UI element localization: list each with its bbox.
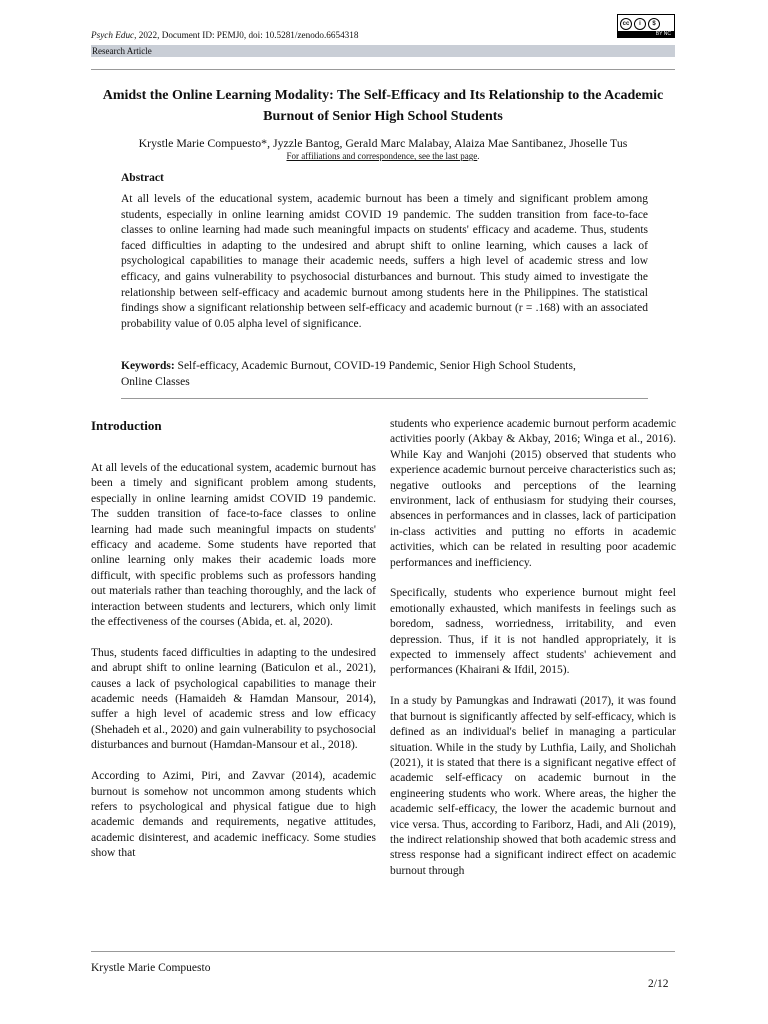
header-divider — [91, 69, 675, 70]
paper-title: Amidst the Online Learning Modality: The Self-Efficacy and Its Relationship to the Academic Burnout of Senior High School Students — [102, 88, 664, 124]
license-label: BY NC — [618, 31, 674, 37]
by-icon: i — [634, 18, 646, 30]
paragraph: In a study by Pamungkas and Indrawati (2017), it was found that burnout is significantly affected by self-efficacy, which is defined as an individual's belief in managing a particular situation. While in the study by Luthfia, Laily, and Sholichah (2021), it is stated that there is a significant negative effect of academic self-efficacy on academic burnout in the engineering students who work. Where areas, the higher the academic self-efficacy, the lower the academic burnout and vice versa. Thus, according to Fariborz, Hadi, and Ali (2019), the indirect relationship showed that both academic stress and stress response had a significant indirect effect on academic burnout through — [390, 695, 676, 877]
license-badge[interactable] — [617, 14, 675, 38]
paragraph: Thus, students faced difficulties in adapting to the undesired and abrupt shift to online learning (Baticulon et al., 2021), causes a lack of psychological capabilities to manage their academic needs (Hamaideh & Hamdan Mansour, 2014), suffer a high level of academic stress and low efficacy (Shehadeh et al., 2020) and gain vulnerability to psychosocial disturbances and burnout (Hamdan-Mansour et al., 2018). — [91, 646, 376, 752]
paragraph: According to Azimi, Piri, and Zavvar (2014), academic burnout is somehow not uncommon among students which refers to psychological and physical fatigue due to high academic demands and requirements, negative attitudes, academic disinterest, and academic inefficacy. Some studies show that — [91, 770, 376, 860]
abstract-heading: Abstract — [121, 172, 164, 184]
right-column — [390, 417, 676, 895]
citation-line — [91, 30, 358, 40]
paragraph: Specifically, students who experience burnout might feel emotionally exhausted, which manifests in feelings such as boredom, sadness, worriedness, irritability, and even depression. Thus, if it is not handled appropriately, it is expected to immensely affect students' achievement and performances (Khairani & Ifdil, 2015). — [390, 587, 676, 677]
paragraph: students who experience academic burnout perform academic activities poorly (Akbay & Akbay, 2016; Winga et al., 2016). While Kay and Wanjohi (2015) observed that students who experience academic burnout perceive characteristics such as; negative outlooks and perceptions of the learning environment, lack of enthusiasm for studying their courses, absences in performances and in classes, lack of participation in-class activities and putting no efforts in academic activities, which can be related in resulting poor academic performances and inefficiency. — [390, 418, 676, 569]
affiliation-note[interactable]: For affiliations and correspondence, see the last page. — [286, 151, 480, 161]
nc-icon: $ — [648, 18, 660, 30]
keywords — [121, 358, 601, 390]
keywords-label: Keywords: — [121, 360, 175, 372]
footer-divider — [91, 951, 675, 952]
footer-author: Krystle Marie Compuesto — [91, 962, 211, 974]
introduction-heading: Introduction — [91, 418, 162, 433]
author-list: Krystle Marie Compuesto*, Jyzzle Bantog, Gerald Marc Malabay, Alaiza Mae Santibanez, Jhoselle Tus — [138, 136, 628, 150]
journal-name: Psych Educ — [91, 30, 135, 40]
keywords-text: Self-efficacy, Academic Burnout, COVID-19 Pandemic, Senior High School Students, Online Classes — [121, 360, 576, 388]
page-number: 2/12 — [648, 978, 669, 990]
paragraph: At all levels of the educational system, academic burnout has been a timely and significant problem among students, especially in online learning amidst COVID 19 pandemic. The sudden transition of face-to-face classes to online learning had made such meaningful impacts on students' efficacy and academe. Some students have reported that online learning only makes their academic loads more difficult, with specific problems such as professors handing out materials rather than teaching thoroughly, and the lack of interaction between students and lecturers, which only limit the effectiveness of the courses (Abida, et. al, 2020). — [91, 462, 376, 629]
affiliation-link[interactable]: For affiliations and correspondence, see the last page — [286, 151, 478, 161]
abstract-text: At all levels of the educational system, academic burnout has been a timely and significant problem among students, especially in online learning amidst COVID 19 pandemic. The sudden transition from face-to-face classes to online learning had made such meaningful impacts on students' efficacy and academe. Thus, students faced difficulties in adapting to the undesired and abrupt shift to online learning, which causes a lack of psychological capabilities to manage their academic needs, suffers a high level of academic stress and low efficacy, and gains vulnerability to psychosocial disturbances and burnout. This study aimed to investigate the relationship between self-efficacy and academic burnout among students here in the Philippines. The statistical findings show a significant relationship between self-efficacy and academic burnout (r = .168) with an associated probability value of 0.05 alpha level of significance. — [121, 193, 648, 330]
citation-details: , 2022, Document ID: PEMJ0, doi: 10.5281/zenodo.6654318 — [134, 30, 359, 40]
left-column — [91, 461, 376, 877]
cc-icon: cc — [620, 18, 632, 30]
article-type-bar: Research Article — [91, 45, 675, 57]
abstract-divider — [121, 398, 648, 399]
